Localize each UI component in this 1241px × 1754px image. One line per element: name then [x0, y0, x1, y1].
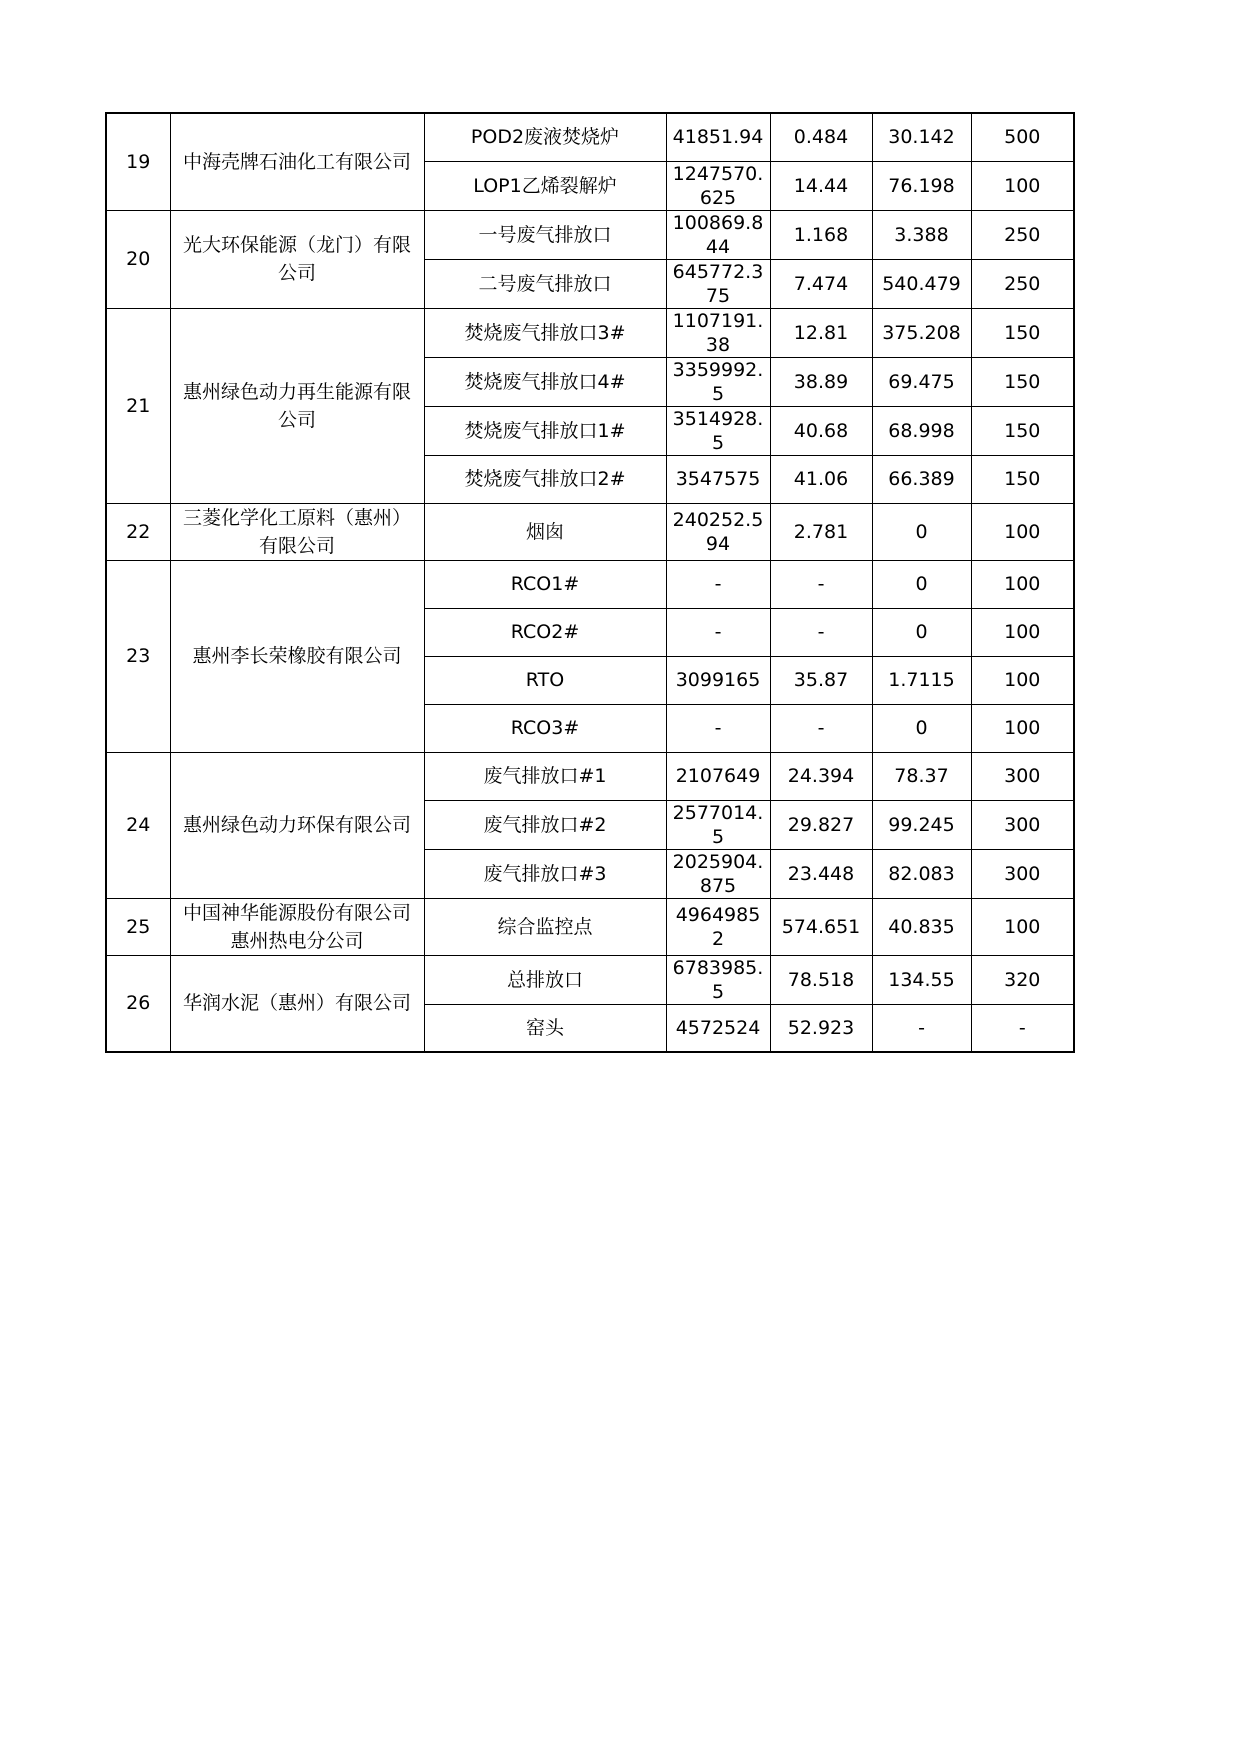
table-body [106, 113, 1074, 1052]
outlet-name: 综合监控点 [424, 898, 666, 955]
limit-cell: 100 [971, 704, 1074, 752]
row-number: 24 [106, 752, 170, 898]
value-cell-3: 66.389 [872, 455, 971, 503]
outlet-name: 总排放口 [424, 955, 666, 1004]
table-row [106, 560, 1074, 608]
limit-cell: 150 [971, 455, 1074, 503]
value-cell-1: 240252.594 [666, 503, 770, 560]
value-cell-3: 99.245 [872, 800, 971, 849]
row-number: 22 [106, 503, 170, 560]
outlet-name: 焚烧废气排放口1# [424, 406, 666, 455]
value-cell-1: - [666, 560, 770, 608]
value-cell-1: 3514928.5 [666, 406, 770, 455]
outlet-name: 烟囱 [424, 503, 666, 560]
value-cell-3: 3.388 [872, 210, 971, 259]
row-number: 20 [106, 210, 170, 308]
limit-cell: 300 [971, 752, 1074, 800]
value-cell-3: - [872, 1004, 971, 1052]
value-cell-1: 3099165 [666, 656, 770, 704]
value-cell-1: 3547575 [666, 455, 770, 503]
outlet-name: 窑头 [424, 1004, 666, 1052]
value-cell-3: 40.835 [872, 898, 971, 955]
outlet-name: 二号废气排放口 [424, 259, 666, 308]
value-cell-3: 78.37 [872, 752, 971, 800]
value-cell-2: 35.87 [770, 656, 872, 704]
table-row [106, 308, 1074, 357]
row-number: 23 [106, 560, 170, 752]
value-cell-3: 0 [872, 704, 971, 752]
outlet-name: LOP1乙烯裂解炉 [424, 161, 666, 210]
table-row [106, 503, 1074, 560]
outlet-name: 焚烧废气排放口3# [424, 308, 666, 357]
value-cell-1: - [666, 608, 770, 656]
outlet-name: 焚烧废气排放口4# [424, 357, 666, 406]
table-row [106, 210, 1074, 259]
value-cell-1: 49649852 [666, 898, 770, 955]
company-name: 惠州绿色动力再生能源有限公司 [170, 308, 424, 503]
value-cell-3: 1.7115 [872, 656, 971, 704]
value-cell-1: 4572524 [666, 1004, 770, 1052]
row-number: 19 [106, 113, 170, 210]
value-cell-1: 1107191.38 [666, 308, 770, 357]
value-cell-2: - [770, 608, 872, 656]
limit-cell: 150 [971, 308, 1074, 357]
limit-cell: 100 [971, 503, 1074, 560]
outlet-name: 废气排放口#2 [424, 800, 666, 849]
value-cell-3: 30.142 [872, 113, 971, 161]
limit-cell: - [971, 1004, 1074, 1052]
limit-cell: 500 [971, 113, 1074, 161]
value-cell-3: 0 [872, 503, 971, 560]
limit-cell: 150 [971, 357, 1074, 406]
value-cell-1: 1247570.625 [666, 161, 770, 210]
outlet-name: 一号废气排放口 [424, 210, 666, 259]
value-cell-2: 14.44 [770, 161, 872, 210]
value-cell-2: - [770, 704, 872, 752]
value-cell-2: 29.827 [770, 800, 872, 849]
value-cell-2: 24.394 [770, 752, 872, 800]
value-cell-1: - [666, 704, 770, 752]
value-cell-3: 0 [872, 560, 971, 608]
value-cell-1: 2577014.5 [666, 800, 770, 849]
outlet-name: 废气排放口#1 [424, 752, 666, 800]
value-cell-2: 40.68 [770, 406, 872, 455]
value-cell-3: 540.479 [872, 259, 971, 308]
company-name: 三菱化学化工原料（惠州）有限公司 [170, 503, 424, 560]
value-cell-2: 12.81 [770, 308, 872, 357]
value-cell-1: 3359992.5 [666, 357, 770, 406]
row-number: 26 [106, 955, 170, 1052]
value-cell-2: 78.518 [770, 955, 872, 1004]
value-cell-1: 41851.94 [666, 113, 770, 161]
limit-cell: 250 [971, 210, 1074, 259]
outlet-name: 废气排放口#3 [424, 849, 666, 898]
value-cell-1: 645772.375 [666, 259, 770, 308]
limit-cell: 150 [971, 406, 1074, 455]
limit-cell: 300 [971, 800, 1074, 849]
company-name: 惠州绿色动力环保有限公司 [170, 752, 424, 898]
value-cell-2: 38.89 [770, 357, 872, 406]
table-row [106, 113, 1074, 161]
limit-cell: 250 [971, 259, 1074, 308]
value-cell-3: 76.198 [872, 161, 971, 210]
value-cell-1: 2107649 [666, 752, 770, 800]
table-row [106, 752, 1074, 800]
limit-cell: 100 [971, 656, 1074, 704]
value-cell-3: 375.208 [872, 308, 971, 357]
value-cell-3: 134.55 [872, 955, 971, 1004]
value-cell-2: 1.168 [770, 210, 872, 259]
value-cell-2: 52.923 [770, 1004, 872, 1052]
outlet-name: RCO1# [424, 560, 666, 608]
emissions-table [105, 112, 1075, 1053]
limit-cell: 320 [971, 955, 1074, 1004]
value-cell-1: 6783985.5 [666, 955, 770, 1004]
value-cell-2: 23.448 [770, 849, 872, 898]
limit-cell: 100 [971, 560, 1074, 608]
value-cell-1: 2025904.875 [666, 849, 770, 898]
value-cell-3: 69.475 [872, 357, 971, 406]
outlet-name: POD2废液焚烧炉 [424, 113, 666, 161]
limit-cell: 100 [971, 161, 1074, 210]
value-cell-2: 0.484 [770, 113, 872, 161]
table-row [106, 898, 1074, 955]
value-cell-3: 82.083 [872, 849, 971, 898]
company-name: 华润水泥（惠州）有限公司 [170, 955, 424, 1052]
value-cell-3: 68.998 [872, 406, 971, 455]
row-number: 21 [106, 308, 170, 503]
limit-cell: 300 [971, 849, 1074, 898]
row-number: 25 [106, 898, 170, 955]
limit-cell: 100 [971, 898, 1074, 955]
company-name: 中国神华能源股份有限公司惠州热电分公司 [170, 898, 424, 955]
value-cell-3: 0 [872, 608, 971, 656]
outlet-name: RCO2# [424, 608, 666, 656]
outlet-name: RCO3# [424, 704, 666, 752]
value-cell-2: 2.781 [770, 503, 872, 560]
company-name: 惠州李长荣橡胶有限公司 [170, 560, 424, 752]
outlet-name: RTO [424, 656, 666, 704]
company-name: 中海壳牌石油化工有限公司 [170, 113, 424, 210]
company-name: 光大环保能源（龙门）有限公司 [170, 210, 424, 308]
outlet-name: 焚烧废气排放口2# [424, 455, 666, 503]
value-cell-1: 100869.844 [666, 210, 770, 259]
value-cell-2: 7.474 [770, 259, 872, 308]
value-cell-2: 41.06 [770, 455, 872, 503]
value-cell-2: 574.651 [770, 898, 872, 955]
value-cell-2: - [770, 560, 872, 608]
table-row [106, 955, 1074, 1004]
limit-cell: 100 [971, 608, 1074, 656]
